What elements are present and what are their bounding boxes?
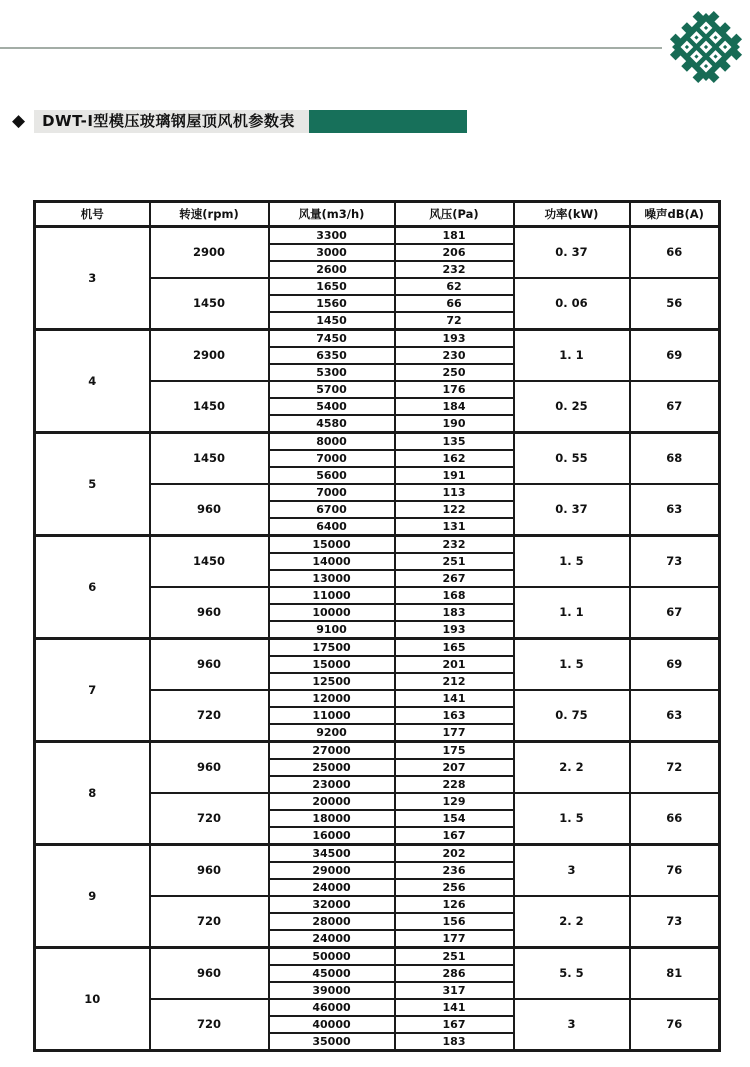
rpm-cell: 720 <box>150 999 269 1051</box>
machine-no-cell: 4 <box>35 330 150 433</box>
rpm-cell: 2900 <box>150 330 269 382</box>
pressure-cell: 250 <box>395 364 514 381</box>
pressure-cell: 62 <box>395 278 514 295</box>
flow-cell: 20000 <box>269 793 395 810</box>
pressure-cell: 154 <box>395 810 514 827</box>
rpm-cell: 960 <box>150 639 269 691</box>
pressure-cell: 122 <box>395 501 514 518</box>
machine-block-5 <box>35 433 720 536</box>
flow-cell: 25000 <box>269 759 395 776</box>
pressure-cell: 232 <box>395 261 514 278</box>
table-row <box>35 639 720 657</box>
flow-cell: 13000 <box>269 570 395 587</box>
power-cell: 0. 75 <box>514 690 630 742</box>
table-row <box>35 948 720 966</box>
pressure-cell: 165 <box>395 639 514 657</box>
power-cell: 2. 2 <box>514 896 630 948</box>
table-header-row <box>35 202 720 227</box>
machine-block-4 <box>35 330 720 433</box>
column-header-2: 风量(m3/h) <box>269 202 395 227</box>
pressure-cell: 207 <box>395 759 514 776</box>
flow-cell: 15000 <box>269 536 395 554</box>
flow-cell: 5300 <box>269 364 395 381</box>
flow-cell: 23000 <box>269 776 395 793</box>
flow-cell: 5400 <box>269 398 395 415</box>
machine-block-10 <box>35 948 720 1051</box>
flow-cell: 8000 <box>269 433 395 451</box>
power-cell: 0. 37 <box>514 484 630 536</box>
machine-block-6 <box>35 536 720 639</box>
noise-cell: 66 <box>630 793 720 845</box>
pressure-cell: 230 <box>395 347 514 364</box>
power-cell: 3 <box>514 845 630 897</box>
pressure-cell: 181 <box>395 227 514 245</box>
pressure-cell: 256 <box>395 879 514 896</box>
pressure-cell: 206 <box>395 244 514 261</box>
flow-cell: 12000 <box>269 690 395 707</box>
column-header-3: 风压(Pa) <box>395 202 514 227</box>
noise-cell: 69 <box>630 330 720 382</box>
flow-cell: 2600 <box>269 261 395 278</box>
rpm-cell: 1450 <box>150 536 269 588</box>
machine-no-cell: 10 <box>35 948 150 1051</box>
pressure-cell: 232 <box>395 536 514 554</box>
machine-block-9 <box>35 845 720 948</box>
flow-cell: 14000 <box>269 553 395 570</box>
flow-cell: 6400 <box>269 518 395 536</box>
rpm-cell: 1450 <box>150 381 269 433</box>
table-row <box>35 536 720 554</box>
diamond-pattern-logo <box>666 5 746 89</box>
machine-no-cell: 5 <box>35 433 150 536</box>
flow-cell: 50000 <box>269 948 395 966</box>
pressure-cell: 131 <box>395 518 514 536</box>
power-cell: 0. 37 <box>514 227 630 279</box>
flow-cell: 34500 <box>269 845 395 863</box>
column-header-5: 噪声dB(A) <box>630 202 720 227</box>
pressure-cell: 126 <box>395 896 514 913</box>
flow-cell: 17500 <box>269 639 395 657</box>
pressure-cell: 177 <box>395 724 514 742</box>
machine-block-3 <box>35 227 720 330</box>
table-row <box>35 845 720 863</box>
flow-cell: 5700 <box>269 381 395 398</box>
flow-cell: 9100 <box>269 621 395 639</box>
pressure-cell: 317 <box>395 982 514 999</box>
flow-cell: 16000 <box>269 827 395 845</box>
table-row <box>35 433 720 451</box>
machine-no-cell: 7 <box>35 639 150 742</box>
flow-cell: 6700 <box>269 501 395 518</box>
flow-cell: 40000 <box>269 1016 395 1033</box>
section-title-row <box>12 110 467 133</box>
rpm-cell: 960 <box>150 845 269 897</box>
flow-cell: 24000 <box>269 879 395 896</box>
rpm-cell: 720 <box>150 793 269 845</box>
flow-cell: 3300 <box>269 227 395 245</box>
rpm-cell: 1450 <box>150 278 269 330</box>
table-header <box>35 202 720 227</box>
pressure-cell: 66 <box>395 295 514 312</box>
noise-cell: 63 <box>630 484 720 536</box>
noise-cell: 67 <box>630 587 720 639</box>
diamond-bullet-icon: ◆ <box>12 111 26 131</box>
pressure-cell: 177 <box>395 930 514 948</box>
rpm-cell: 960 <box>150 948 269 1000</box>
pressure-cell: 267 <box>395 570 514 587</box>
flow-cell: 3000 <box>269 244 395 261</box>
noise-cell: 63 <box>630 690 720 742</box>
power-cell: 1. 5 <box>514 639 630 691</box>
pressure-cell: 129 <box>395 793 514 810</box>
machine-no-cell: 3 <box>35 227 150 330</box>
fan-parameter-table <box>33 200 721 1052</box>
flow-cell: 7000 <box>269 484 395 501</box>
table-row <box>35 742 720 760</box>
pressure-cell: 167 <box>395 827 514 845</box>
flow-cell: 32000 <box>269 896 395 913</box>
power-cell: 3 <box>514 999 630 1051</box>
pressure-cell: 163 <box>395 707 514 724</box>
flow-cell: 24000 <box>269 930 395 948</box>
flow-cell: 9200 <box>269 724 395 742</box>
flow-cell: 29000 <box>269 862 395 879</box>
table-row <box>35 330 720 348</box>
logo-icon <box>666 5 746 89</box>
flow-cell: 7450 <box>269 330 395 348</box>
pressure-cell: 228 <box>395 776 514 793</box>
rpm-cell: 960 <box>150 742 269 794</box>
flow-cell: 45000 <box>269 965 395 982</box>
noise-cell: 67 <box>630 381 720 433</box>
machine-block-7 <box>35 639 720 742</box>
pressure-cell: 175 <box>395 742 514 760</box>
pressure-cell: 183 <box>395 1033 514 1051</box>
flow-cell: 10000 <box>269 604 395 621</box>
flow-cell: 7000 <box>269 450 395 467</box>
flow-cell: 11000 <box>269 707 395 724</box>
flow-cell: 1560 <box>269 295 395 312</box>
pressure-cell: 251 <box>395 553 514 570</box>
machine-no-cell: 6 <box>35 536 150 639</box>
flow-cell: 5600 <box>269 467 395 484</box>
pressure-cell: 141 <box>395 999 514 1016</box>
flow-cell: 35000 <box>269 1033 395 1051</box>
rpm-cell: 2900 <box>150 227 269 279</box>
pressure-cell: 251 <box>395 948 514 966</box>
pressure-cell: 176 <box>395 381 514 398</box>
flow-cell: 46000 <box>269 999 395 1016</box>
flow-cell: 1450 <box>269 312 395 330</box>
flow-cell: 28000 <box>269 913 395 930</box>
column-header-0: 机号 <box>35 202 150 227</box>
top-divider-rule <box>0 47 662 49</box>
noise-cell: 69 <box>630 639 720 691</box>
flow-cell: 39000 <box>269 982 395 999</box>
power-cell: 0. 25 <box>514 381 630 433</box>
title-accent-bar <box>309 110 467 133</box>
noise-cell: 81 <box>630 948 720 1000</box>
power-cell: 5. 5 <box>514 948 630 1000</box>
noise-cell: 73 <box>630 536 720 588</box>
pressure-cell: 201 <box>395 656 514 673</box>
flow-cell: 18000 <box>269 810 395 827</box>
flow-cell: 6350 <box>269 347 395 364</box>
column-header-1: 转速(rpm) <box>150 202 269 227</box>
power-cell: 0. 55 <box>514 433 630 485</box>
flow-cell: 15000 <box>269 656 395 673</box>
pressure-cell: 135 <box>395 433 514 451</box>
flow-cell: 4580 <box>269 415 395 433</box>
flow-cell: 12500 <box>269 673 395 690</box>
power-cell: 1. 5 <box>514 793 630 845</box>
power-cell: 1. 1 <box>514 587 630 639</box>
flow-cell: 11000 <box>269 587 395 604</box>
power-cell: 1. 5 <box>514 536 630 588</box>
power-cell: 0. 06 <box>514 278 630 330</box>
pressure-cell: 286 <box>395 965 514 982</box>
pressure-cell: 141 <box>395 690 514 707</box>
pressure-cell: 191 <box>395 467 514 484</box>
noise-cell: 68 <box>630 433 720 485</box>
pressure-cell: 162 <box>395 450 514 467</box>
table-row <box>35 227 720 245</box>
rpm-cell: 960 <box>150 484 269 536</box>
column-header-4: 功率(kW) <box>514 202 630 227</box>
rpm-cell: 960 <box>150 587 269 639</box>
flow-cell: 1650 <box>269 278 395 295</box>
pressure-cell: 190 <box>395 415 514 433</box>
noise-cell: 73 <box>630 896 720 948</box>
rpm-cell: 720 <box>150 896 269 948</box>
pressure-cell: 183 <box>395 604 514 621</box>
pressure-cell: 184 <box>395 398 514 415</box>
machine-no-cell: 8 <box>35 742 150 845</box>
pressure-cell: 193 <box>395 621 514 639</box>
page-title: DWT-Ⅰ型模压玻璃钢屋顶风机参数表 <box>34 110 309 133</box>
noise-cell: 72 <box>630 742 720 794</box>
flow-cell: 27000 <box>269 742 395 760</box>
rpm-cell: 720 <box>150 690 269 742</box>
power-cell: 1. 1 <box>514 330 630 382</box>
pressure-cell: 202 <box>395 845 514 863</box>
pressure-cell: 167 <box>395 1016 514 1033</box>
pressure-cell: 156 <box>395 913 514 930</box>
machine-block-8 <box>35 742 720 845</box>
noise-cell: 76 <box>630 999 720 1051</box>
machine-no-cell: 9 <box>35 845 150 948</box>
pressure-cell: 113 <box>395 484 514 501</box>
power-cell: 2. 2 <box>514 742 630 794</box>
pressure-cell: 193 <box>395 330 514 348</box>
pressure-cell: 72 <box>395 312 514 330</box>
pressure-cell: 168 <box>395 587 514 604</box>
noise-cell: 66 <box>630 227 720 279</box>
rpm-cell: 1450 <box>150 433 269 485</box>
pressure-cell: 236 <box>395 862 514 879</box>
noise-cell: 56 <box>630 278 720 330</box>
noise-cell: 76 <box>630 845 720 897</box>
pressure-cell: 212 <box>395 673 514 690</box>
